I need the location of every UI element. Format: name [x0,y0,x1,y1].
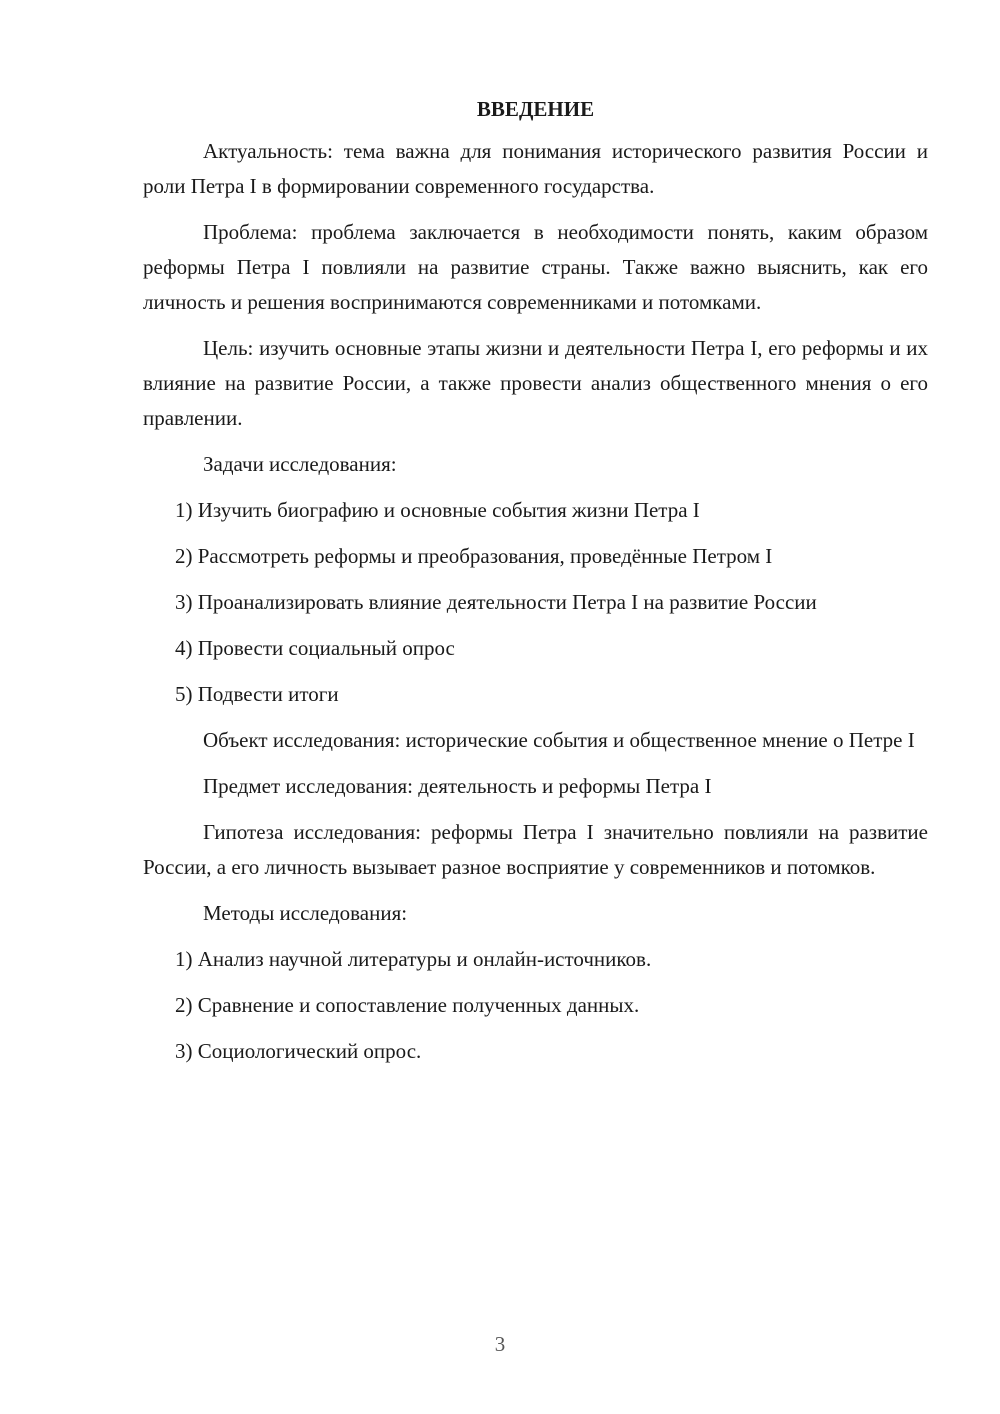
problem-paragraph: Проблема: проблема заключается в необходимости понять, каким образом реформы Петра I повлияли на развитие страны. Также важно выяснить, как его личность и решения воспринимаются современниками и потомками. [143,220,928,314]
goal-paragraph: Цель: изучить основные этапы жизни и деятельности Петра I, его реформы и их влияние на развитие России, а также провести анализ общественного мнения о его правлении. [143,336,928,430]
tasks-heading: Задачи исследования: [203,452,397,476]
task-item: 2) Рассмотреть реформы и преобразования, проведённые Петром I [175,544,773,568]
object-paragraph: Объект исследования: исторические события и общественное мнение о Петре I [203,728,915,752]
page-number: 3 [494,1332,506,1356]
relevance-paragraph: Актуальность: тема важна для понимания исторического развития России и роли Петра I в формировании современного государства. [143,139,928,198]
method-item: 2) Сравнение и сопоставление полученных данных. [175,993,640,1017]
subject-paragraph: Предмет исследования: деятельность и реформы Петра I [203,774,712,798]
task-item: 4) Провести социальный опрос [175,636,455,660]
task-item: 3) Проанализировать влияние деятельности Петра I на развитие России [175,590,817,614]
hypothesis-paragraph: Гипотеза исследования: реформы Петра I значительно повлияли на развитие России, а его личность вызывает разное восприятие у современников и потомков. [143,820,928,879]
methods-heading: Методы исследования: [203,901,408,925]
document-page [143,92,928,1080]
method-item: 3) Социологический опрос. [175,1039,422,1063]
page-title: ВВЕДЕНИЕ [476,97,595,121]
task-item: 5) Подвести итоги [175,682,339,706]
method-item: 1) Анализ научной литературы и онлайн-источников. [175,947,652,971]
task-item: 1) Изучить биографию и основные события жизни Петра I [175,498,700,522]
